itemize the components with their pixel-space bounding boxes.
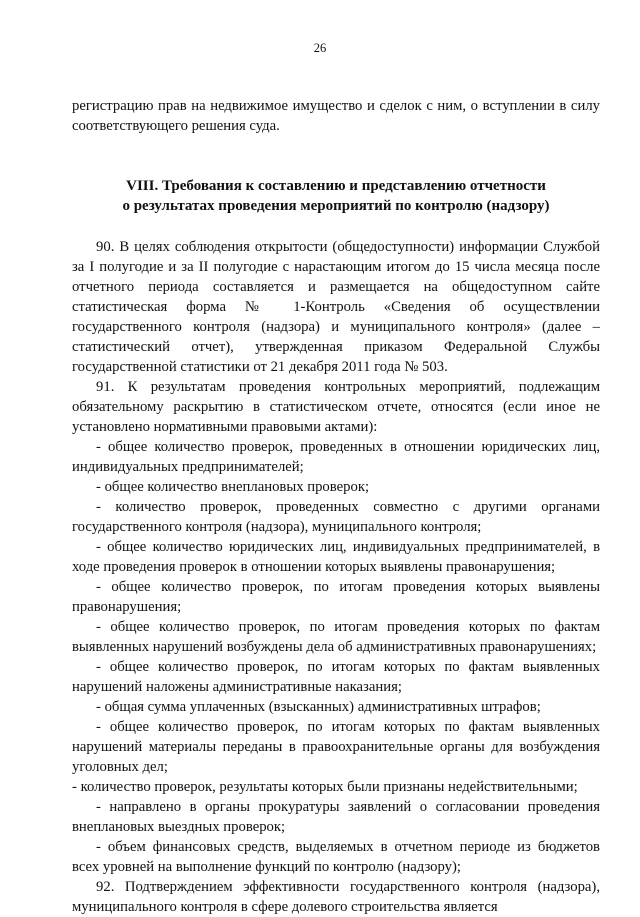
list-item-invalidated-inspections: - количество проверок, результаты которых были признаны недействительными; xyxy=(72,779,578,795)
paragraph-90: 90. В целях соблюдения открытости (общедоступности) информации Службой за I полугодие и за II полугодие с нарастающим итогом до 15 числа месяца после отчетного периода составляется и размещается на общедоступном сайте статистическая форма № 1-Контроль «Сведения об осуществлении государственного контроля (надзора) и муниципального контроля» (далее – статистический отчет), утвержденная приказом Федеральной Службы государственной статистики от 21 декабря 2011 года № 503. xyxy=(72,239,600,375)
intro-paragraph: регистрацию прав на недвижимое имущество и сделок с ним, о вступлении в силу соответствующего решения суда. xyxy=(72,98,600,134)
section-heading-line-1: VIII. Требования к составлению и представлению отчетности xyxy=(126,178,546,194)
list-item-total-inspections: - общее количество проверок, проведенных в отношении юридических лиц, индивидуальных предпринимателей; xyxy=(72,439,600,475)
paragraph-92: 92. Подтверждением эффективности государственного контроля (надзора), муниципального контроля в сфере долевого строительства является xyxy=(72,879,600,915)
list-item-administrative-penalties: - общее количество проверок, по итогам которых по фактам выявленных нарушений наложены административные наказания; xyxy=(72,659,600,695)
list-item-fines-total: - общая сумма уплаченных (взысканных) административных штрафов; xyxy=(96,699,541,715)
list-item-funding-volume: - объем финансовых средств, выделяемых в отчетном периоде из бюджетов всех уровней на выполнение функций по контролю (надзору); xyxy=(72,839,600,875)
page-number: 26 xyxy=(313,41,327,55)
list-item-inspections-with-violations: - общее количество проверок, по итогам проведения которых выявлены правонарушения; xyxy=(72,579,600,615)
list-item-prosecutor-applications: - направлено в органы прокуратуры заявлений о согласовании проведения внеплановых выездных проверок; xyxy=(72,799,600,835)
paragraph-91: 91. К результатам проведения контрольных мероприятий, подлежащим обязательному раскрытию в статистическом отчете, относятся (если иное не установлено нормативными правовыми актами): xyxy=(72,379,600,435)
list-item-unscheduled-inspections: - общее количество внеплановых проверок; xyxy=(96,479,370,495)
list-item-administrative-cases: - общее количество проверок, по итогам проведения которых по фактам выявленных нарушений возбуждены дела об административных правонарушениях; xyxy=(72,619,600,655)
section-heading xyxy=(72,176,600,216)
list-item-entities-with-violations: - общее количество юридических лиц, индивидуальных предпринимателей, в ходе проведения проверок в отношении которых выявлены правонарушения; xyxy=(72,539,600,575)
list-item-criminal-referrals: - общее количество проверок, по итогам которых по фактам выявленных нарушений материалы переданы в правоохранительные органы для возбуждения уголовных дел; xyxy=(72,719,600,775)
section-heading-line-2: о результатах проведения мероприятий по контролю (надзору) xyxy=(122,198,550,214)
page-body xyxy=(72,96,600,917)
list-item-joint-inspections: - количество проверок, проведенных совместно с другими органами государственного контроля (надзора), муниципального контроля; xyxy=(72,499,600,535)
